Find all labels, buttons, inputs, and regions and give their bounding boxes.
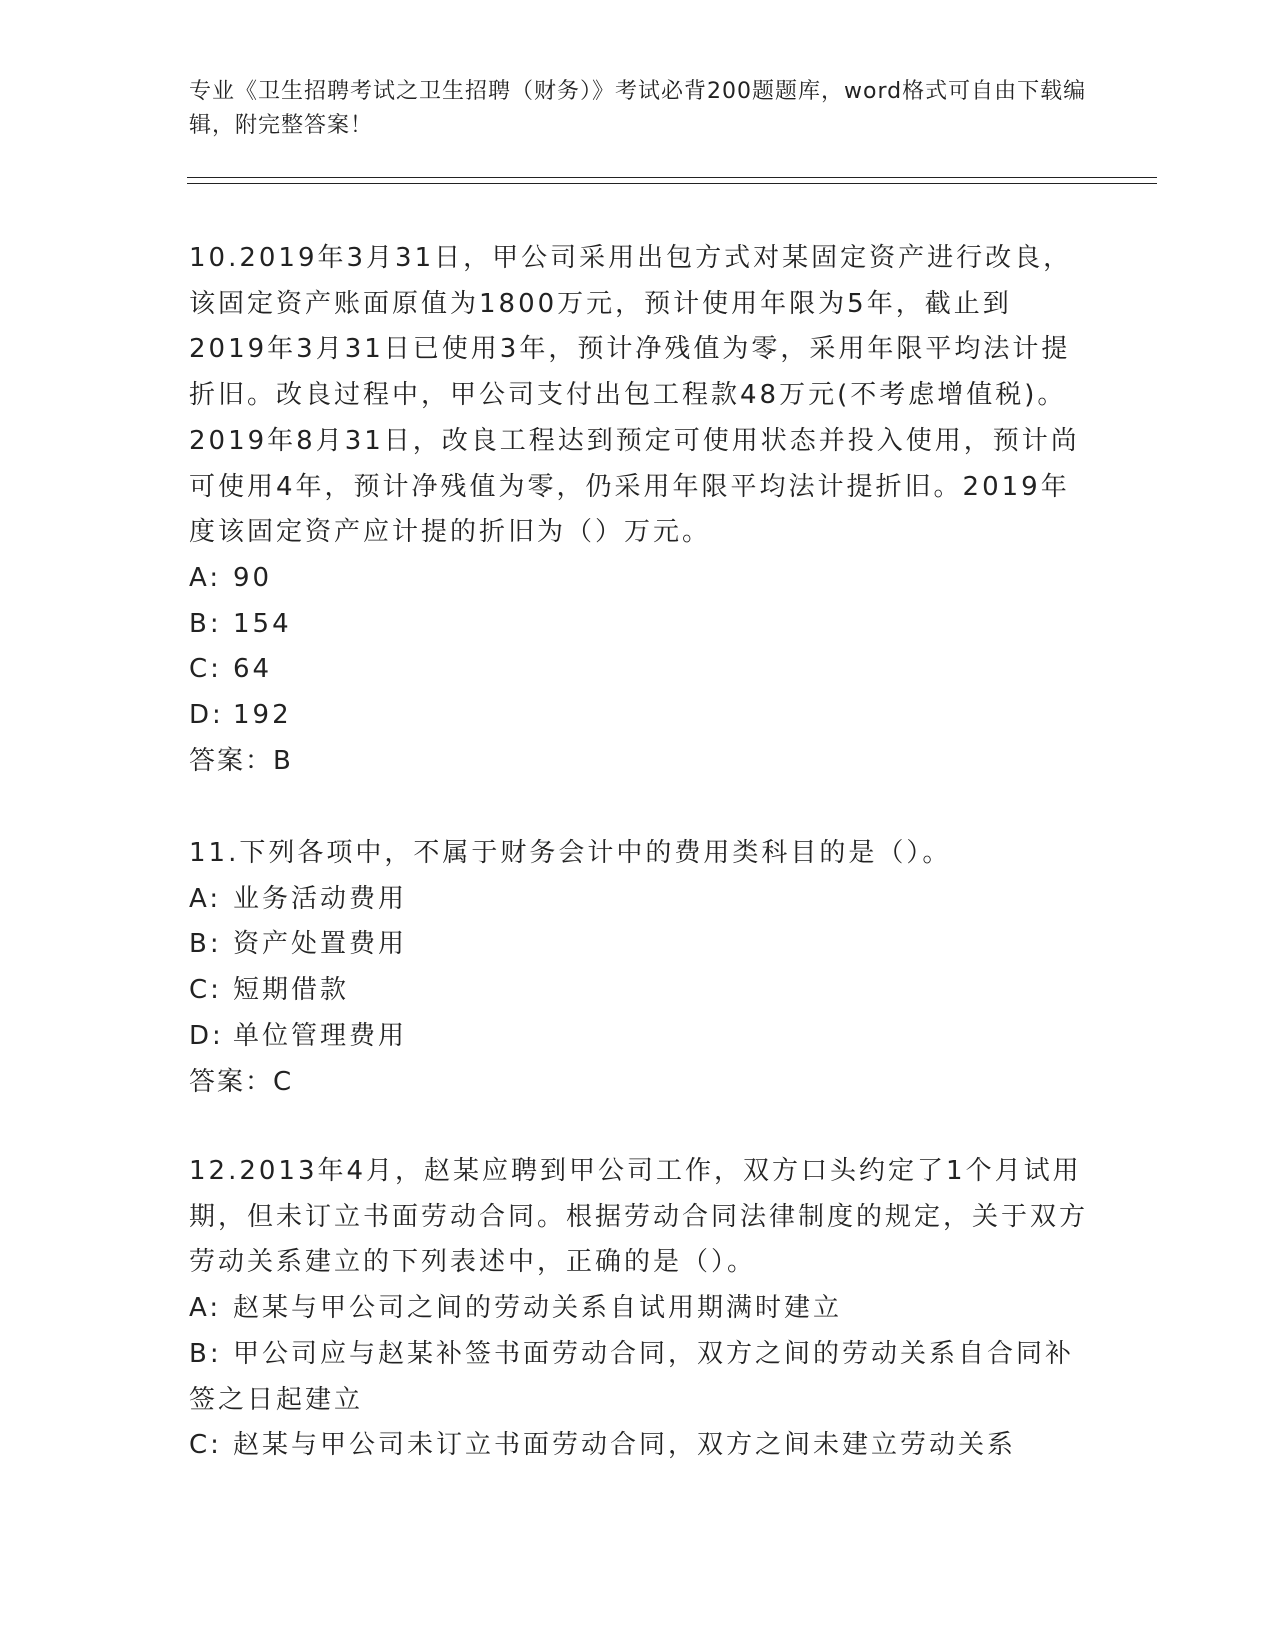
option-text: 赵某与甲公司之间的劳动关系自试用期满时建立 (233, 1293, 843, 1324)
option-letter: A: (189, 562, 222, 593)
option-letter: B: (189, 929, 222, 960)
option-letter: C: (189, 1430, 222, 1461)
option-letter: D: (189, 1020, 224, 1051)
question-stem: 12.2013年4月，赵某应聘到甲公司工作，双方口头约定了1个月试用期，但未订立书面劳动合同。根据劳动合同法律制度的规定，关于双方劳动关系建立的下列表述中，正确的是（）。 (189, 1156, 1089, 1278)
option-letter: B: (189, 608, 222, 639)
option-d (189, 1014, 1089, 1060)
option-text: 192 (233, 700, 292, 731)
option-c (189, 647, 1089, 693)
option-letter: C: (189, 975, 222, 1006)
question-10 (189, 236, 1089, 784)
option-text: 64 (233, 654, 273, 685)
option-text: 短期借款 (233, 975, 350, 1006)
option-letter: B: (189, 1338, 222, 1369)
question-stem: 11.下列各项中，不属于财务会计中的费用类科目的是（）。 (189, 838, 952, 868)
option-text: 单位管理费用 (233, 1020, 408, 1051)
question-12 (189, 1149, 1089, 1469)
option-b (189, 1332, 1089, 1423)
option-d (189, 693, 1089, 739)
option-a (189, 556, 1089, 602)
option-c (189, 968, 1089, 1014)
option-letter: A: (189, 1293, 222, 1324)
option-b (189, 922, 1089, 968)
option-text: 资产处置费用 (233, 929, 408, 960)
question-11 (189, 831, 1089, 1105)
option-text: 154 (233, 608, 292, 639)
option-text: 90 (233, 562, 273, 593)
option-text: 赵某与甲公司未订立书面劳动合同，双方之间未建立劳动关系 (233, 1430, 1017, 1461)
option-b (189, 602, 1089, 648)
option-a (189, 1286, 1089, 1332)
question-stem: 10.2019年3月31日，甲公司采用出包方式对某固定资产进行改良，该固定资产账面原值为1800万元，预计使用年限为5年，截止到2019年3月31日已使用3年，预计净残值为零，采用年限平均法计提折旧。改良过程中，甲公司支付出包工程款48万元(不考虑增值税)。2019年8月31日，改良工程达到预定可使用状态并投入使用，预计尚可使用4年，预计净残值为零，仍采用年限平均法计提折旧。2019年度该固定资产应计提的折旧为（）万元。 (189, 243, 1080, 548)
option-text: 业务活动费用 (233, 883, 408, 914)
option-letter: A: (189, 883, 222, 914)
header-divider-top (187, 177, 1157, 178)
option-letter: C: (189, 654, 222, 685)
option-text: 甲公司应与赵某补签书面劳动合同，双方之间的劳动关系自合同补签之日起建立 (189, 1338, 1075, 1415)
document-header-title: 专业《卫生招聘考试之卫生招聘（财务）》考试必背200题题库，word格式可自由下载编辑，附完整答案！ (189, 79, 1087, 138)
answer-line: 答案：B (189, 745, 293, 776)
option-letter: D: (189, 700, 224, 731)
header-divider-bottom (187, 183, 1157, 184)
option-c (189, 1423, 1089, 1469)
answer-line: 答案：C (189, 1066, 294, 1097)
option-a (189, 877, 1089, 923)
